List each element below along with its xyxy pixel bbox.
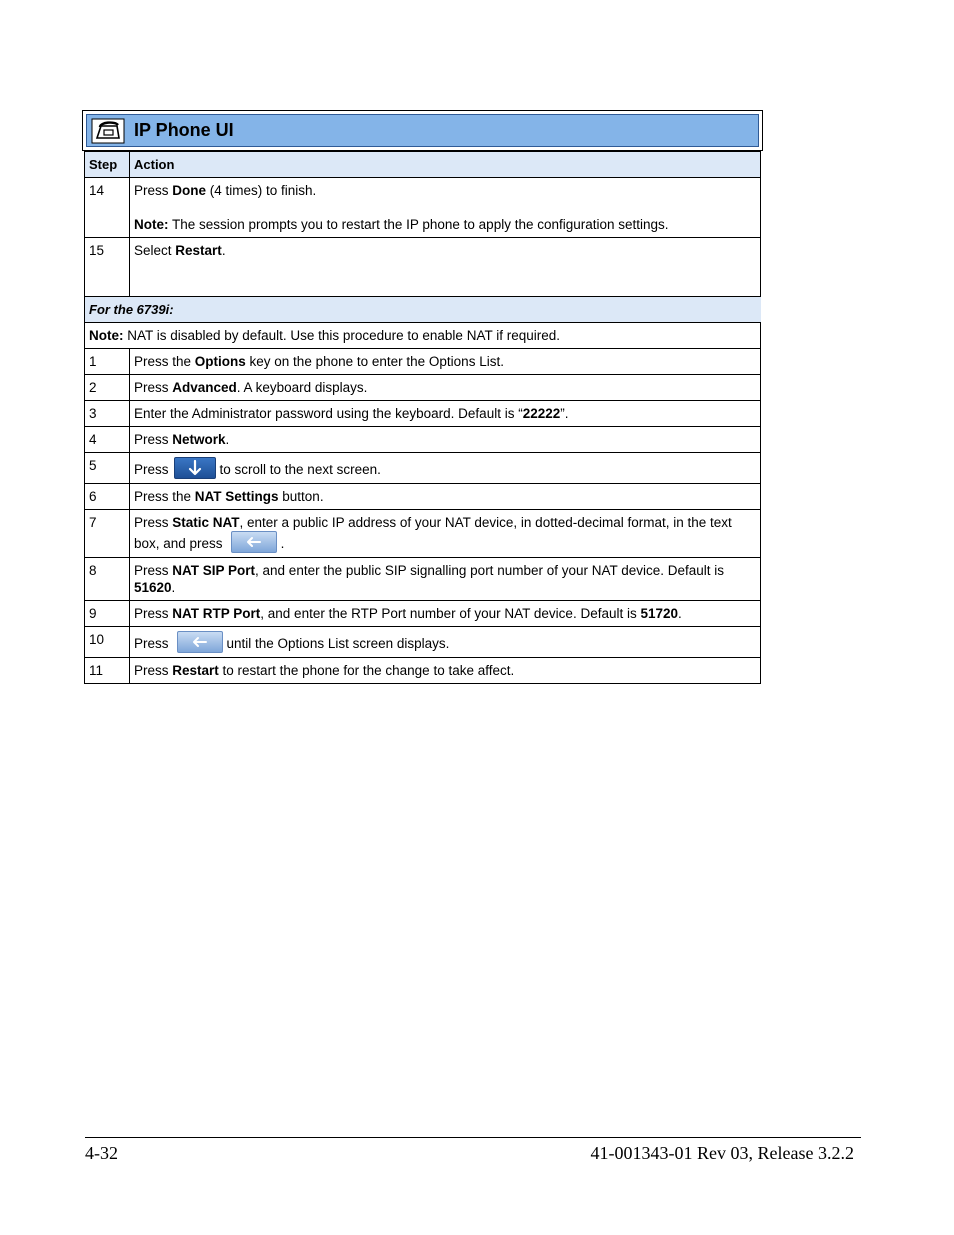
steps-table — [84, 151, 761, 684]
table-row — [85, 627, 761, 658]
step-action — [130, 427, 761, 453]
note-text: NAT is disabled by default. Use this procedure to enable NAT if required. — [123, 328, 560, 343]
document-id: 41-001343-01 Rev 03, Release 3.2.2 — [590, 1143, 854, 1163]
action-text: Press the — [134, 354, 195, 369]
step-action — [130, 484, 761, 510]
footer-divider — [85, 1137, 861, 1138]
action-text: until the Options List screen displays. — [226, 636, 450, 651]
action-keyword: Restart — [175, 243, 222, 258]
action-text: (4 times) to finish. — [206, 183, 317, 198]
action-text: . — [171, 580, 176, 595]
action-keyword: NAT Settings — [194, 489, 279, 504]
action-text: , and enter the public SIP signalling port number of your NAT device. Default is — [255, 563, 725, 578]
action-text: ”. — [560, 406, 569, 421]
table-row — [85, 427, 761, 453]
step-number: 7 — [85, 510, 130, 558]
step-number: 14 — [85, 178, 130, 238]
back-arrow-button-icon — [231, 531, 277, 553]
action-keyword: NAT RTP Port — [172, 606, 261, 621]
step-number: 5 — [85, 453, 130, 484]
step-action — [130, 510, 761, 558]
action-keyword: Static NAT — [172, 515, 240, 530]
action-text: to restart the phone for the change to take affect. — [218, 663, 515, 678]
table-row — [85, 238, 761, 297]
nat-note-row — [85, 323, 761, 349]
note-label: Note: — [134, 217, 169, 232]
action-text: . — [678, 606, 682, 621]
step-number: 15 — [85, 238, 130, 297]
action-text: Press — [134, 663, 173, 678]
action-keyword: Restart — [172, 663, 219, 678]
step-number: 10 — [85, 627, 130, 658]
step-number: 2 — [85, 375, 130, 401]
ip-phone-ui-banner-frame — [82, 110, 763, 151]
action-text: . A keyboard displays. — [236, 380, 368, 395]
step-action — [130, 178, 761, 238]
table-row — [85, 401, 761, 427]
procedure-block — [82, 110, 763, 684]
step-number: 6 — [85, 484, 130, 510]
note-text: The session prompts you to restart the IP phone to apply the configuration settings. — [168, 217, 669, 232]
action-keyword: NAT SIP Port — [172, 563, 256, 578]
default-value: 51720 — [640, 606, 679, 621]
action-text: . — [221, 243, 226, 258]
table-row — [85, 558, 761, 601]
action-text: Select — [134, 243, 176, 258]
action-keyword: 22222 — [522, 406, 561, 421]
subsection-title: For the 6739i: — [85, 297, 761, 323]
step-action — [130, 349, 761, 375]
default-value: 51620 — [134, 580, 172, 595]
action-text: Press the — [134, 489, 195, 504]
table-header-row — [85, 152, 761, 178]
action-text: Enter the Administrator password using the keyboard. Default is “ — [134, 406, 523, 421]
step-number: 8 — [85, 558, 130, 601]
table-row — [85, 178, 761, 238]
ip-phone-ui-banner — [86, 114, 759, 147]
action-column-header: Action — [130, 152, 761, 178]
action-keyword: Network — [172, 432, 226, 447]
step-action — [130, 453, 761, 484]
step-action — [130, 627, 761, 658]
banner-title: IP Phone UI — [134, 120, 234, 140]
table-row — [85, 349, 761, 375]
step-number: 4 — [85, 427, 130, 453]
action-text: Press — [134, 636, 169, 651]
table-row — [85, 484, 761, 510]
action-text: button. — [278, 489, 324, 504]
action-text: . — [280, 536, 285, 551]
step-column-header: Step — [85, 152, 130, 178]
subsection-row — [85, 297, 761, 323]
table-row — [85, 601, 761, 627]
action-text: Press — [134, 380, 173, 395]
action-text: Press — [134, 432, 173, 447]
step-number: 1 — [85, 349, 130, 375]
action-text: Press — [134, 606, 173, 621]
action-text: Press — [134, 462, 169, 477]
note-label: Note: — [89, 328, 124, 343]
phone-icon — [91, 118, 125, 144]
table-row — [85, 453, 761, 484]
action-keyword: Options — [194, 354, 246, 369]
table-row — [85, 658, 761, 684]
action-text: key on the phone to enter the Options List. — [245, 354, 504, 369]
page-number: 4-32 — [85, 1143, 118, 1163]
action-text: Press — [134, 183, 173, 198]
table-row — [85, 375, 761, 401]
step-action — [130, 558, 761, 601]
action-text: , enter a public IP address of your NAT device, in dotted-decimal format, in the text box, and press — [134, 515, 732, 551]
step-action — [130, 658, 761, 684]
action-text: to scroll to the next screen. — [219, 462, 381, 477]
table-row — [85, 510, 761, 558]
action-text: Press — [134, 563, 173, 578]
step-action — [130, 238, 761, 297]
back-arrow-button-icon — [177, 631, 223, 653]
step-action — [130, 401, 761, 427]
step-action — [130, 375, 761, 401]
step-number: 3 — [85, 401, 130, 427]
action-text: , and enter the RTP Port number of your NAT device. Default is — [260, 606, 641, 621]
action-text: Press — [134, 515, 173, 530]
step-number: 11 — [85, 658, 130, 684]
action-keyword: Advanced — [172, 380, 237, 395]
down-arrow-button-icon — [174, 457, 216, 479]
action-keyword: Done — [172, 183, 207, 198]
nat-note — [85, 323, 761, 349]
step-number: 9 — [85, 601, 130, 627]
step-action — [130, 601, 761, 627]
action-text: . — [225, 432, 230, 447]
